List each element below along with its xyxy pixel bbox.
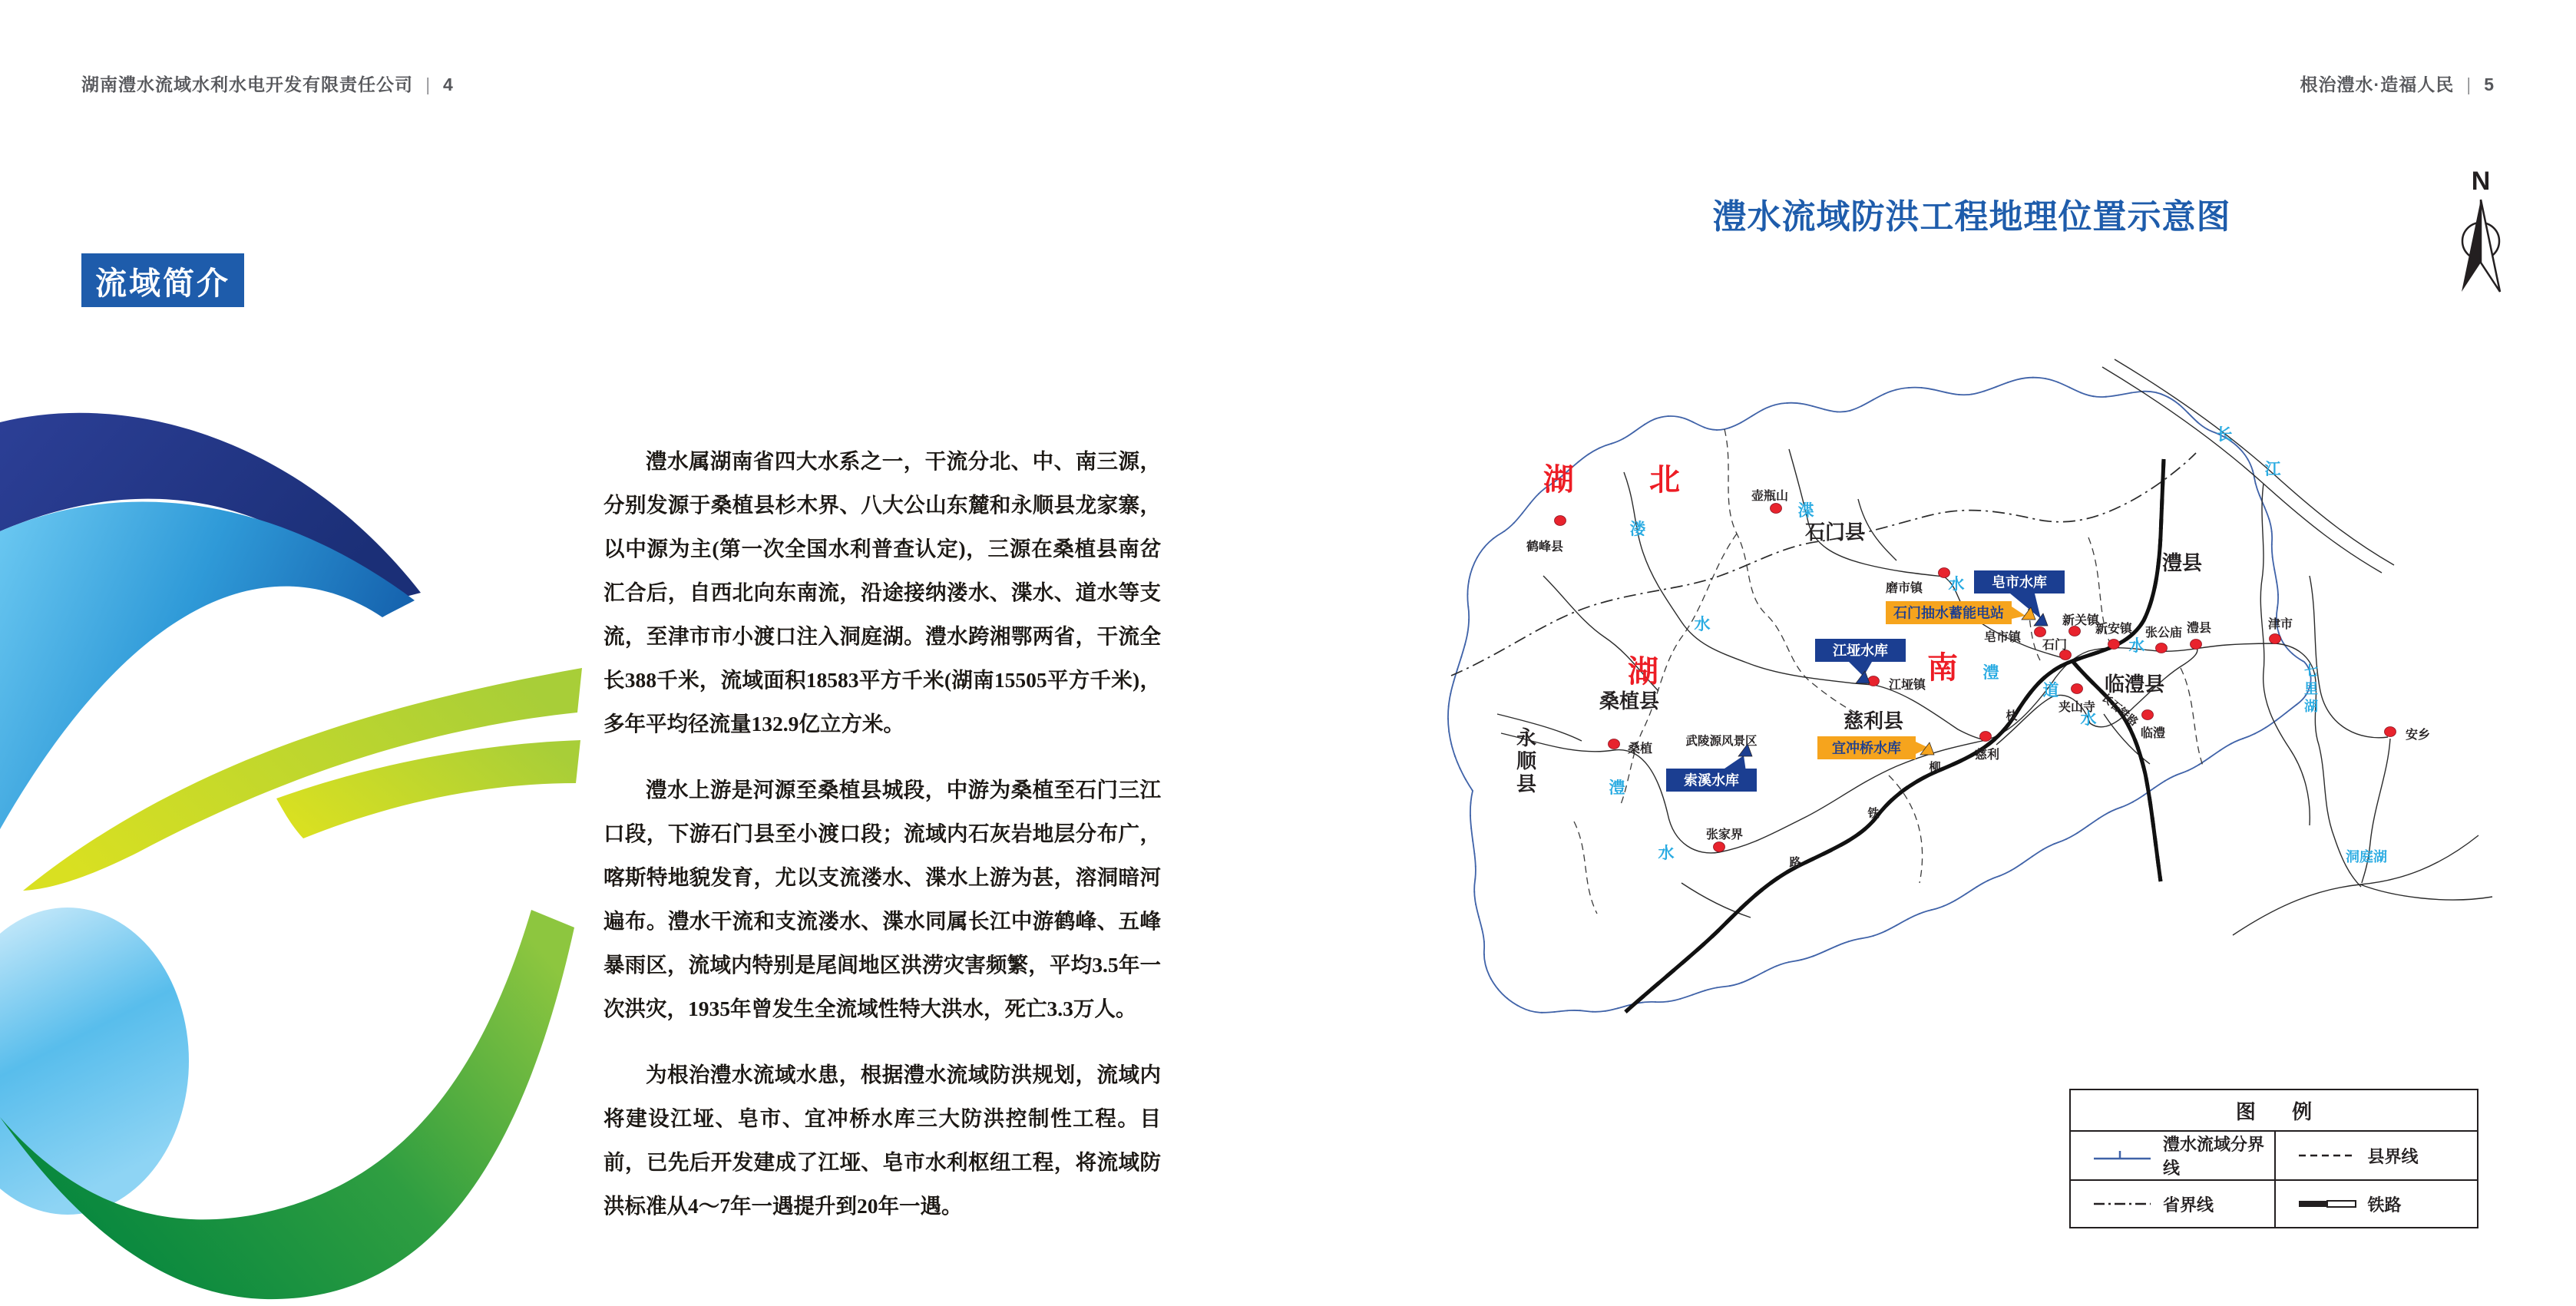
map-town-label: 慈利 [1974,749,2000,762]
map-town-dot [2069,627,2081,636]
map-county-label: 临澧县 [2104,673,2165,696]
county-line-icon [2297,1148,2357,1163]
compass-north-icon [2446,155,2515,301]
basin-divide-line-icon [2092,1148,2152,1163]
map-town-dot [1868,676,1880,686]
map-river-char: 澧 [1609,779,1625,797]
map-lake-label: 七里湖 [2304,663,2318,714]
map-river-char: 水 [1694,616,1711,633]
map-town-dot [2156,643,2168,653]
map-province-char: 湖 [1543,463,1574,497]
dam-icon [2034,613,2048,626]
company-logo-swirl-icon [0,399,591,1306]
map-reservoir-callout [1815,639,1906,683]
basin-divide-line [1448,378,2311,1013]
header-separator: | [2467,74,2471,94]
map-railway-label: 路 [1789,856,1801,869]
paragraph-3: 为根治澧水流域水患，根据澧水流域防洪规划，流域内将建设江垭、皂市、宜冲桥水库三大防洪控制性工程。目前，已先后开发建成了江垭、皂市水利枢纽工程，将流域防洪标准从4～7年一遇提升到20年一遇。 [603,1063,1161,1218]
page-number-left: 4 [442,74,454,94]
map-county-label: 桑植县 [1599,689,1660,713]
callout-pointer [1849,662,1872,676]
railway-line-icon [2297,1196,2357,1212]
map-town-dot [2108,640,2120,650]
map-town-label: 临澧 [2140,727,2166,740]
map-town-label: 鹤峰县 [1526,541,1564,554]
map-town-label: 桑植 [1627,742,1653,755]
river-lines [1497,359,2492,935]
map-town-label: 张家界 [1705,828,1744,841]
map-town-dot [2072,684,2083,694]
header-right [2300,71,2495,96]
map-province-char: 湖 [1628,655,1658,689]
map-river-char: 水 [1658,845,1675,862]
map-scenic-label: 武陵源风景区 [1685,735,1758,748]
map-town-label: 壶瓶山 [1751,490,1789,503]
yangtze-river [2102,367,2382,573]
map-town-dot [2270,634,2281,644]
map-town-label: 皂市镇 [1983,631,2022,644]
compass-n-label: N [2471,167,2491,196]
map-town-label: 江垭镇 [1888,679,1926,692]
map-county-label: 石门县 [1804,521,1866,544]
map-river-char: 水 [2128,637,2145,655]
map-town-label: 澧县 [2186,622,2212,635]
legend-title: 图 例 [2071,1090,2477,1132]
map-county-label: 慈利县 [1843,709,1904,732]
map-town-label: 新关镇 [2062,614,2100,627]
map-river-char: 水 [2080,710,2097,728]
map-town-label: 安乡 [2405,729,2431,742]
map-town-dot [1771,504,1782,514]
reservoir-label: 索溪水库 [1684,772,1739,789]
section-title-badge: 流域简介 [81,253,244,307]
map-town-dot [2142,710,2154,720]
map-town-label: 张公庙 [2144,627,2183,640]
map-lake-label: 洞庭湖 [2346,849,2387,865]
legend-item-county-line: 县界线 [2274,1132,2478,1179]
map-railway-label: 柳 [1929,761,1941,774]
logo-inner-drop [0,908,189,1215]
map-river-char: 水 [1948,576,1965,593]
map-railway-label: 铁 [1867,807,1880,820]
map-town-label: 磨市镇 [1885,582,1923,595]
map-county-label: 澧县 [2161,551,2203,574]
reservoir-label: 皂市水库 [1992,574,2047,590]
map-river-char: 溇 [1629,521,1646,538]
page-number-right: 5 [2484,74,2495,94]
header-separator: | [426,74,430,94]
map-town-dot [1714,842,1725,852]
company-name: 湖南澧水流域水利水电开发有限责任公司 [81,74,413,94]
xieshui-river [1789,449,2068,659]
paragraph-2: 澧水上游是河源至桑植县城段，中游为桑植至石门三江口段，下游石门县至小渡口段；流域内石灰岩地层分布广，喀斯特地貌发育，尤以支流溇水、渫水上游为甚，溶洞暗河遍布。澧水干流和支流溇水、渫水同属长江中游鹤峰、五峰暴雨区，流域内特别是尾闾地区洪涝灾害频繁，平均3.5年一次洪灾，1935年曾发生全流域性特大洪水，死亡3.3万人。 [603,778,1161,1020]
header-left [81,71,454,96]
map-river-char: 江 [2264,461,2281,478]
map-river-char: 渫 [1797,502,1814,520]
map-town-label: 津市 [2267,618,2293,631]
legend-item-basin-divide: 澧水流域分界线 [2071,1132,2274,1179]
reservoir-label: 宜冲桥水库 [1832,740,1901,756]
map-town-label: 石门 [2042,639,2068,652]
map-river-char: 长 [2216,426,2233,444]
map-title: 澧水流域防洪工程地理位置示意图 [1712,198,2231,236]
map-county-label: 永顺县 [1516,726,1537,795]
map-town-label: 新安镇 [2095,623,2133,636]
map-reservoir-callout [1666,744,1757,792]
map-town-label: 夹山寺 [2058,701,2096,714]
map-railway-label: 长石铁路 [2099,691,2141,729]
map-reservoir-callout [1886,601,2035,624]
map-town-dot [1939,568,1950,578]
body-text [603,439,1161,1250]
map-railway-label: 枝 [2006,709,2018,722]
yangtze-river [2115,359,2394,565]
county-boundary-lines [1574,429,2204,914]
map-province-char: 南 [1927,651,1958,685]
map-legend [2069,1089,2478,1228]
map-river-char: 道 [2042,682,2059,699]
map-town-dot [1609,739,1620,749]
legend-item-province-line: 省界线 [2071,1179,2274,1227]
reservoir-label: 石门抽水蓄能电站 [1893,605,2004,621]
paragraph-1: 澧水属湖南省四大水系之一，干流分北、中、南三源，分别发源于桑植县杉木界、八大公山东麓和永顺县龙家寨，以中源为主(第一次全国水利普查认定)，三源在桑植县南岔汇合后，自西北向东南流，沿途接纳溇水、渫水、道水等支流，至津市市小渡口注入洞庭湖。澧水跨湘鄂两省，干流全长388千米，流域面积18583平方千米(湖南15505平方千米)，多年平均径流量132.9亿立方米。 [603,449,1161,736]
map-town-dot [2191,640,2202,650]
reservoir-label: 江垭水库 [1833,643,1888,659]
province-line-icon [2092,1196,2152,1212]
basin-map [1428,346,2541,1125]
map-town-dot [1980,732,1992,742]
map-town-dot [2385,727,2396,737]
legend-item-railway: 铁路 [2274,1179,2478,1227]
slogan: 根治澧水·造福人民 [2300,74,2455,94]
map-town-dot [1555,516,1566,526]
map-reservoir-callout [1817,736,1934,759]
map-river-char: 澧 [1982,664,1999,682]
map-town-dot [2035,627,2046,637]
map-province-char: 北 [1649,463,1680,497]
